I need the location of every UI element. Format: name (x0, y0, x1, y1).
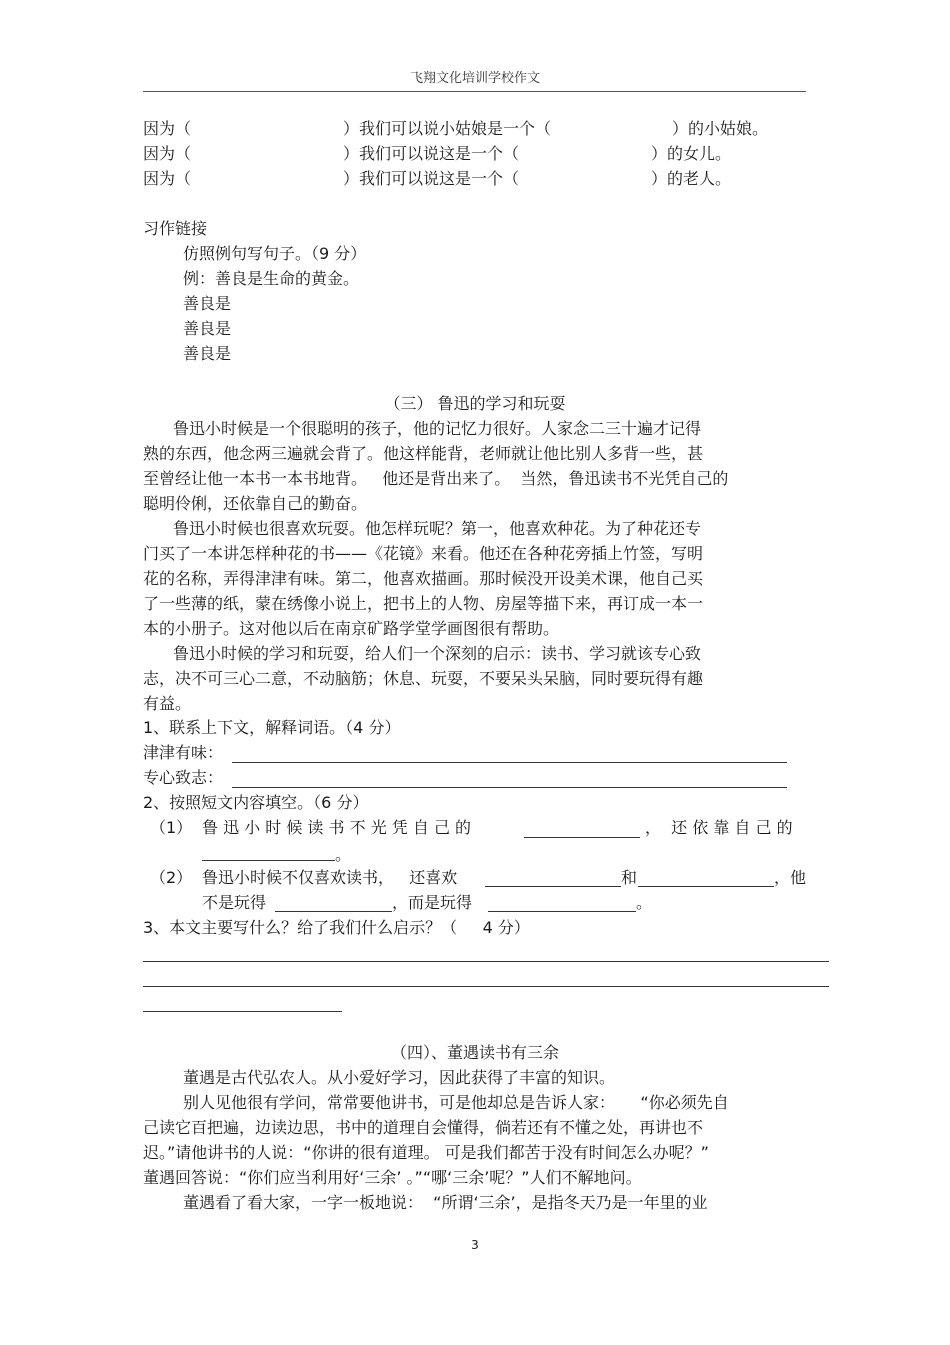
para2-line-5: 本的小册子。这对他以后在南京矿路学堂学画图很有帮助。 (143, 619, 560, 638)
q2-2-blank-1[interactable] (485, 886, 621, 887)
writing-link-title: 习作链接 (143, 219, 208, 238)
section4-title: （四）、董遇读书有三余 (390, 1043, 559, 1062)
q2-2-line2b: ，而是玩得 (392, 893, 473, 912)
q2-2-blank-2[interactable] (638, 886, 774, 887)
question-1: 1、联系上下文，解释词语。（4 分） (143, 718, 401, 737)
fill-line-2-b: ）我们可以说这是一个（ (343, 144, 520, 163)
writing-prompt-1: 善良是 (183, 294, 232, 313)
section4-line-2: 别人见他很有学问，常常要他讲书，可是他却总是告诉人家： “你必须先自 (183, 1093, 729, 1112)
para3-line-1: 鲁迅小时候的学习和玩耍，给人们一个深刻的启示：读书、学习就该专心致 (173, 644, 702, 663)
fill-line-1-a: 因为（ (143, 119, 192, 138)
fill-line-3-b: ）我们可以说这是一个（ (343, 169, 520, 188)
q2-2-blank-3[interactable] (275, 911, 392, 912)
question-2: 2、按照短文内容填空。（6 分） (143, 793, 369, 812)
q2-2-number: （2） (150, 868, 193, 887)
para1-line-3: 至曾经让他一本书一本书地背。 他还是背出来了。 当然，鲁迅读书不光凭自己的 (143, 469, 729, 488)
q2-2-line2a: 不是玩得 (202, 893, 267, 912)
section4-line-3: 己读它百把遍，边读边思，书中的道理自会懂得，倘若还有不懂之处，再讲也不 (143, 1118, 704, 1137)
section4-line-1: 董遇是古代弘农人。从小爱好学习，因此获得了丰富的知识。 (183, 1068, 616, 1087)
fill-line-2-a: 因为（ (143, 144, 192, 163)
q2-1-blank-1[interactable] (524, 837, 640, 838)
q2-1-number: （1） (150, 818, 193, 837)
fill-line-3-a: 因为（ (143, 169, 192, 188)
q3-answer-line-1[interactable] (143, 961, 829, 962)
q2-1-blank-2[interactable] (202, 860, 335, 861)
q2-2-end: 。 (636, 893, 653, 912)
page-number: 3 (471, 1238, 479, 1252)
q1-term-2: 专心致志： (143, 768, 224, 787)
writing-prompt-2: 善良是 (183, 319, 232, 338)
para1-line-4: 聪明伶俐，还依靠自己的勤奋。 (143, 494, 368, 513)
para2-line-2: 门买了一本讲怎样种花的书——《花镜》来看。他还在各种花旁插上竹签，写明 (143, 544, 704, 563)
header-divider (143, 91, 806, 92)
q2-2-text: 鲁迅小时候不仅喜欢读书， 还喜欢 (202, 868, 458, 887)
section4-line-4: 迟。”请他讲书的人说：“你讲的很有道理。 可是我们都苦于没有时间怎么办呢？” (143, 1143, 709, 1162)
writing-link-example: 例：善良是生命的黄金。 (183, 269, 360, 288)
para3-line-3: 有益。 (143, 694, 192, 713)
question-3: 3、本文主要写什么？给了我们什么启示？（ 4 分） (143, 918, 530, 937)
para3-line-2: 志，决不可三心二意，不动脑筋；休息、玩耍，不要呆头呆脑，同时要玩得有趣 (143, 669, 704, 688)
writing-prompt-3: 善良是 (183, 344, 232, 363)
fill-line-2-c: ）的女儿。 (651, 144, 732, 163)
para2-line-4: 了一些薄的纸，蒙在绣像小说上，把书上的人物、房屋等描下来，再订成一本一 (143, 594, 704, 613)
page-header: 飞翔文化培训学校作文 (409, 71, 540, 86)
q3-answer-line-2[interactable] (143, 986, 829, 987)
section3-title: （三） 鲁迅的学习和玩耍 (384, 394, 566, 413)
q2-1-mid: ， 还 依 靠 自 己 的 (645, 818, 793, 837)
q1-answer-line-1[interactable] (232, 762, 787, 763)
section4-line-6: 董遇看了看大家，一字一板地说： “所谓‘三余’，是指冬天乃是一年里的业 (183, 1193, 708, 1212)
q2-2-blank-4[interactable] (488, 911, 636, 912)
q2-1-text: 鲁 迅 小 时 候 读 书 不 光 凭 自 己 的 (202, 818, 472, 837)
q3-answer-line-3[interactable] (143, 1011, 342, 1012)
q1-term-1: 津津有味： (143, 743, 224, 762)
para1-line-1: 鲁迅小时候是一个很聪明的孩子，他的记忆力很好。人家念二三十遍才记得 (173, 419, 702, 438)
fill-line-1-b: ）我们可以说小姑娘是一个（ (343, 119, 552, 138)
writing-link-instruction: 仿照例句写句子。（9 分） (183, 244, 367, 263)
section4-line-5: 董遇回答说：“你们应当利用好‘三余’ 。”“哪‘三余’呢？”人们不解地问。 (143, 1168, 642, 1187)
q1-answer-line-2[interactable] (232, 787, 787, 788)
para2-line-3: 花的名称，弄得津津有味。第二，他喜欢描画。那时候没开设美术课，他自己买 (143, 569, 704, 588)
q2-2-and: 和 (621, 868, 638, 887)
para1-line-2: 熟的东西，他念两三遍就会背了。他这样能背，老师就让他比别人多背一些，甚 (143, 444, 704, 463)
para2-line-1: 鲁迅小时候也很喜欢玩耍。他怎样玩呢？第一，他喜欢种花。为了种花还专 (173, 519, 702, 538)
q2-1-end: 。 (335, 845, 352, 864)
fill-line-3-c: ）的老人。 (651, 169, 732, 188)
fill-line-1-c: ）的小姑娘。 (672, 119, 769, 138)
q2-2-he: ，他 (774, 868, 807, 887)
